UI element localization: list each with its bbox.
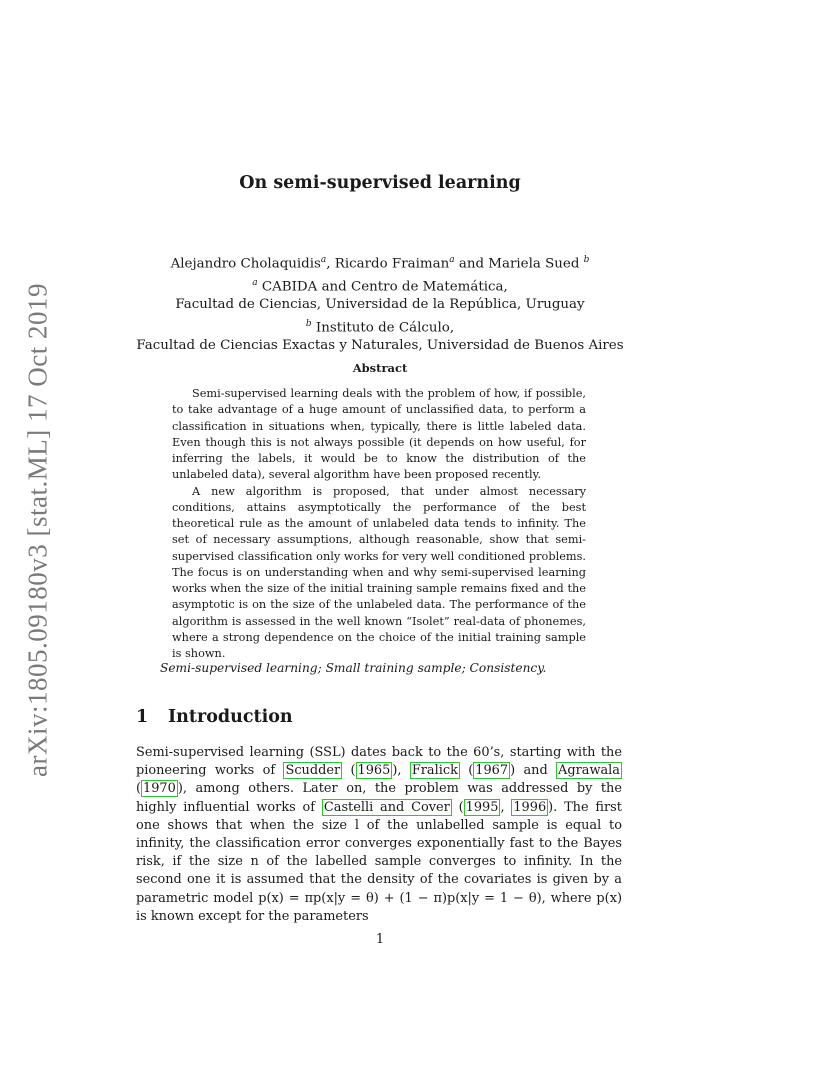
affiliation-a bbox=[0, 274, 760, 297]
citation-link[interactable]: 1995 bbox=[465, 799, 499, 815]
author-2-affil: a bbox=[449, 255, 455, 265]
citation-link[interactable]: Fralick bbox=[411, 763, 458, 779]
intro-text: ( bbox=[459, 763, 474, 779]
abstract-body bbox=[172, 386, 586, 662]
intro-text: ), bbox=[392, 763, 410, 779]
citation-link[interactable]: 1996 bbox=[513, 799, 547, 815]
author-3: and Mariela Sued bbox=[454, 256, 584, 272]
intro-text: ). The first one shows that when the size l of the unlabelled sample is equal to infinity, the classification error converges exponentially fast to the Bayes risk, if the size n of the labelled sample converges to infinity. In the second one it is assumed that the density of the covariates is given by a parametric model p(x) = πp(x|y = θ) + (1 − π)p(x|y = 1 − θ), where p(x) is known except for the parameters bbox=[136, 799, 622, 924]
page-number: 1 bbox=[375, 932, 385, 947]
citation-link[interactable]: 1965 bbox=[357, 763, 391, 779]
introduction-paragraph bbox=[136, 744, 622, 926]
author-2: , Ricardo Fraiman bbox=[326, 256, 450, 272]
section-number: 1 bbox=[136, 707, 149, 727]
intro-text: ( bbox=[342, 763, 356, 779]
citation-link[interactable]: Scudder bbox=[285, 763, 341, 779]
intro-text: Semi-supervised learning (SSL) dates back to the 60’s, starting with the pioneering works of bbox=[136, 745, 622, 779]
introduction-body bbox=[136, 744, 622, 926]
citation-link[interactable]: Castelli and Cover bbox=[323, 799, 450, 815]
author-1-affil: a bbox=[320, 255, 327, 265]
affiliation-b bbox=[0, 315, 760, 338]
intro-text: ) and bbox=[510, 763, 557, 779]
citation-link[interactable]: 1970 bbox=[143, 781, 176, 797]
author-1: Alejandro Cholaquidis bbox=[170, 256, 321, 272]
affiliation-b-line-2: Facultad de Ciencias Exactas y Naturales, Universidad de Buenos Aires bbox=[136, 338, 624, 354]
paper-title: On semi-supervised learning bbox=[239, 173, 521, 193]
author-3-affil: b bbox=[583, 255, 590, 265]
author-block bbox=[0, 251, 760, 355]
section-heading bbox=[136, 707, 293, 727]
affiliation-a-marker: a bbox=[252, 277, 258, 288]
author-names bbox=[0, 251, 760, 274]
intro-text: , bbox=[500, 799, 512, 815]
arxiv-identifier-text: arXiv:1805.09180v3 [stat.ML] 17 Oct 2019 bbox=[22, 283, 53, 777]
citation-link[interactable]: 1967 bbox=[475, 763, 509, 779]
citation-link[interactable]: Agrawala bbox=[558, 763, 620, 779]
affiliation-a-name: CABIDA and Centro de Matemática, bbox=[257, 279, 508, 295]
keywords: Semi-supervised learning; Small training sample; Consistency. bbox=[160, 661, 547, 675]
abstract-paragraph-2: A new algorithm is proposed, that under almost necessary conditions, attains asymptotically the performance of the best theoretical rule as the amount of unlabeled data tends to infinity. The set of necessary assumptions, although reasonable, show that semi-supervised classification only works for very well conditioned problems. The focus is on understanding when and why semi-supervised learning works when the size of the initial training sample remains fixed and the asymptotic is on the size of the unlabeled data. The performance of the algorithm is assessed in the well known “Isolet” real-data of phonemes, where a strong dependence on the choice of the initial training sample is shown. bbox=[172, 484, 586, 660]
section-title: Introduction bbox=[168, 707, 293, 727]
intro-text: ( bbox=[451, 799, 464, 815]
abstract-paragraph-1: Semi-supervised learning deals with the problem of how, if possible, to take advantage of a huge amount of unclassified data, to perform a classification in situations when, typically, there is little labeled data. Even though this is not always possible (it depends on how useful, for inferring the labels, it would be to know the distribution of the unlabeled data), several algorithm have been proposed recently. bbox=[172, 387, 586, 482]
intro-text: ), among others. Later on, the problem was addressed by the highly influential works of bbox=[136, 781, 622, 815]
abstract-heading: Abstract bbox=[352, 361, 408, 375]
intro-text: ( bbox=[136, 781, 142, 797]
affiliation-b-marker: b bbox=[305, 318, 312, 329]
affiliation-a-line-2: Facultad de Ciencias, Universidad de la República, Uruguay bbox=[175, 297, 585, 313]
affiliation-b-name: Instituto de Cálculo, bbox=[311, 320, 455, 336]
